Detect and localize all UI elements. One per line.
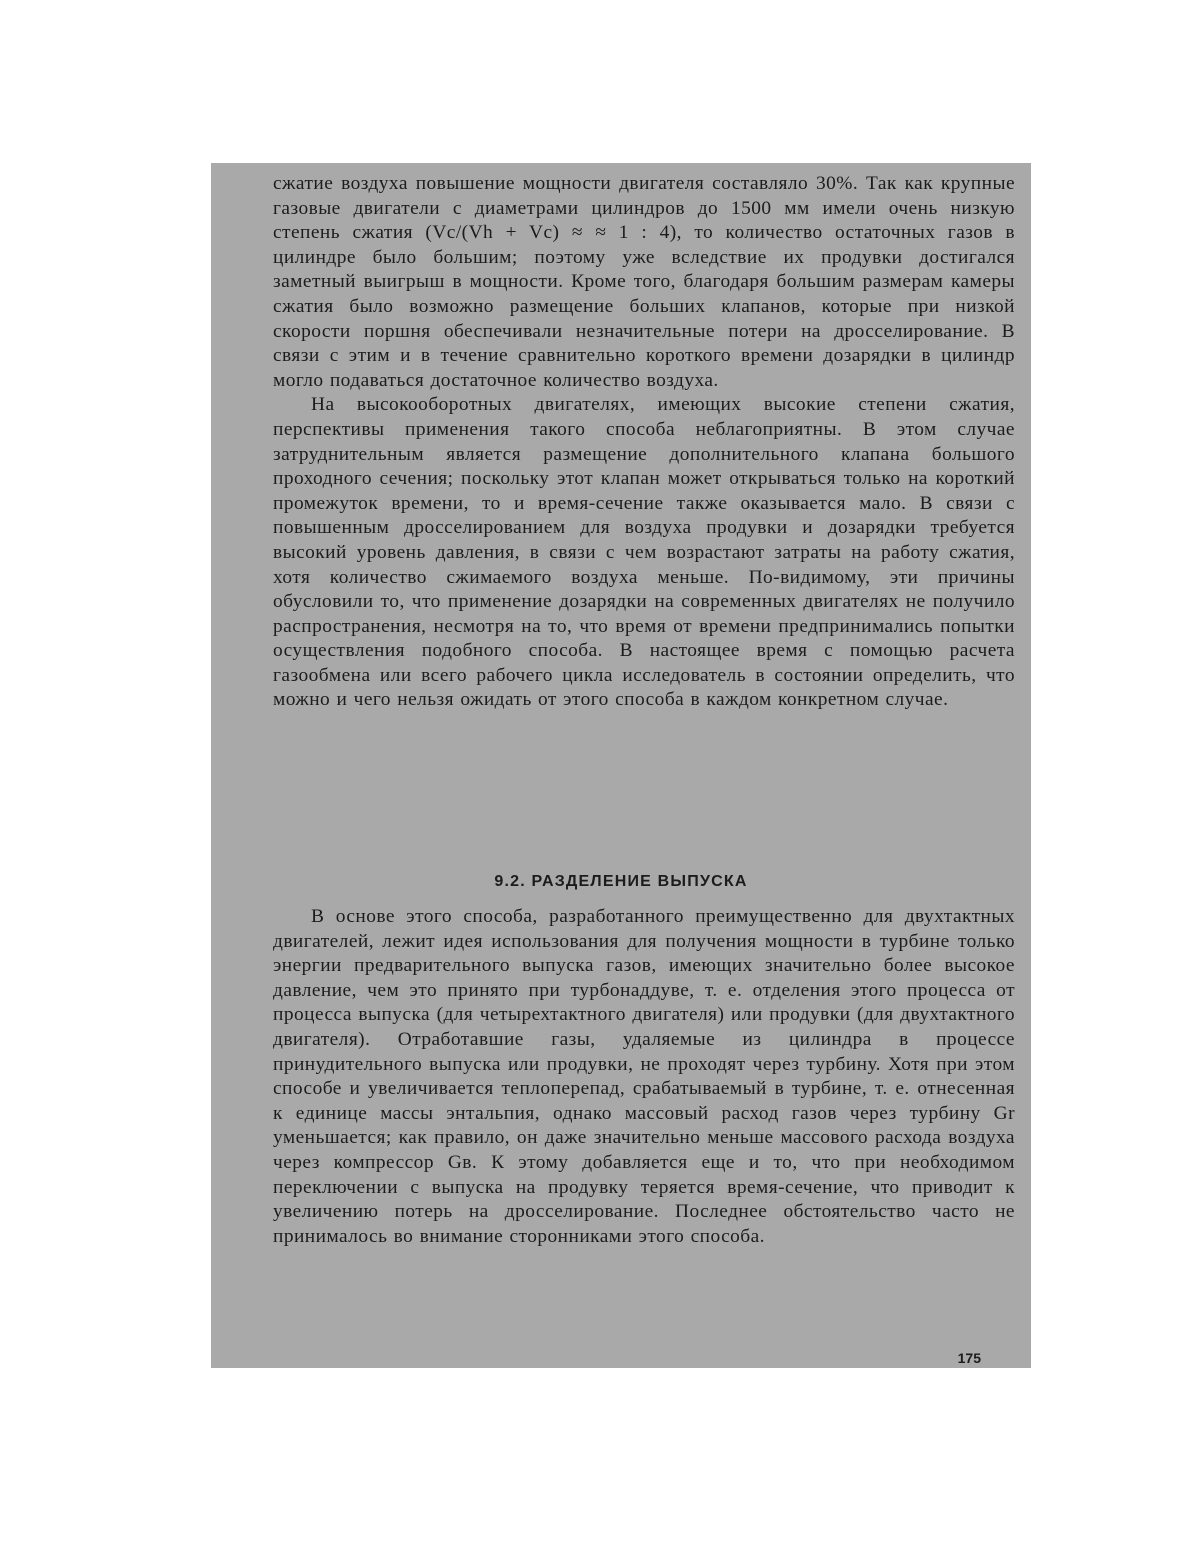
paragraph: сжатие воздуха повышение мощности двигателя составляло 30%. Так как крупные газовые двигатели с диаметрами цилиндров до 1500 мм имели очень низкую степень сжатия (Vc/(Vh + Vc) ≈ ≈ 1 : 4), то количество остаточных газов в цилиндре было большим; поэтому уже вследствие их продувки достигался заметный выигрыш в мощности. Кроме того, благодаря большим размерам камеры сжатия было возможно размещение больших клапанов, которые при низкой скорости поршня обеспечивали незначительные потери на дросселирование. В связи с этим и в течение сравнительно короткого времени дозарядки в цилиндр могло подаваться достаточное количество воздуха.: [273, 173, 1015, 391]
paragraph: На высокооборотных двигателях, имеющих высокие степени сжатия, перспективы применения такого способа неблагоприятны. В этом случае затруднительным является размещение дополнительного клапана большого проходного сечения; поскольку этот клапан может открываться только на короткий промежуток времени, то и время-сечение также оказывается мало. В связи с повышенным дросселированием для воздуха продувки и дозарядки требуется высокий уровень давления, в связи с чем возрастают затраты на работу сжатия, хотя количество сжимаемого воздуха меньше. По-видимому, эти причины обусловили то, что применение дозарядки на современных двигателях не получило распространения, несмотря на то, что время от времени предпринимались попытки осуществления подобного способа. В настоящее время с помощью расчета газообмена или всего рабочего цикла исследователь в состоянии определить, что можно и чего нельзя ожидать от этого способа в каждом конкретном случае.: [273, 394, 1015, 711]
book-page: [211, 163, 1031, 1368]
section-heading: 9.2. РАЗДЕЛЕНИЕ ВЫПУСКА: [494, 873, 748, 890]
paragraph: В основе этого способа, разработанного преимущественно для двухтактных двигателей, лежит идея использования для получения мощности в турбине только энергии предварительного выпуска газов, имеющих значительно более высокое давление, чем это принято при турбонаддуве, т. е. отделения этого процесса от процесса выпуска (для четырехтактного двигателя) или продувки (для двухтактного двигателя). Отработавшие газы, удаляемые из цилиндра в процессе принудительного выпуска или продувки, не проходят через турбину. Хотя при этом способе и увеличивается теплоперепад, срабатываемый в турбине, т. е. отнесенная к единице массы энтальпия, однако массовый расход газов через турбину Gr уменьшается; как правило, он даже значительно меньше массового расхода воздуха через компрессор Gв. К этому добавляется еще и то, что при необходимом переключении с выпуска на продувку теряется время-сечение, что приводит к увеличению потерь на дросселирование. Последнее обстоятельство часто не принималось во внимание сторонниками этого способа.: [273, 906, 1015, 1247]
body-text-after-heading: [273, 905, 1015, 1249]
page-number: 175: [957, 1350, 981, 1366]
body-text-before-heading: [273, 172, 1015, 713]
